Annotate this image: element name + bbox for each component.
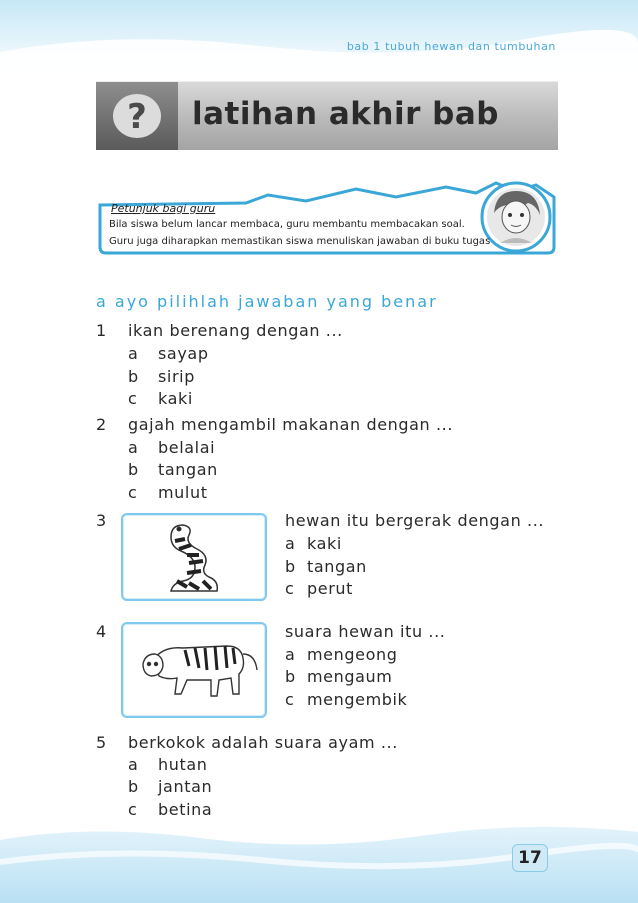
option-letter: a — [128, 344, 139, 363]
option-text: mengeong — [307, 645, 398, 664]
page-number: 17 — [512, 844, 548, 872]
svg-text:?: ? — [127, 97, 147, 137]
banner-title: latihan akhir bab — [192, 96, 499, 132]
teacher-note-title: Petunjuk bagi guru — [111, 202, 216, 215]
option-text: tangan — [307, 557, 367, 576]
option-letter: c — [285, 690, 295, 709]
answer-option[interactable] — [285, 534, 342, 553]
option-text: kaki — [307, 534, 342, 553]
question-number: 4 — [96, 622, 107, 641]
option-text: hutan — [158, 755, 208, 774]
option-text: mengaum — [307, 667, 393, 686]
answer-option[interactable] — [285, 557, 367, 576]
answer-option[interactable] — [128, 777, 212, 796]
answer-option[interactable] — [128, 367, 195, 386]
question-number: 3 — [96, 511, 107, 530]
answer-option[interactable] — [128, 344, 209, 363]
chapter-header: bab 1 tubuh hewan dan tumbuhan — [346, 40, 556, 53]
option-letter: a — [128, 755, 139, 774]
question-text: ikan berenang dengan ... — [128, 321, 343, 340]
answer-option[interactable] — [128, 389, 193, 408]
option-letter: b — [128, 367, 139, 386]
option-text: betina — [158, 800, 213, 819]
option-letter: b — [285, 557, 296, 576]
option-letter: a — [285, 534, 296, 553]
option-text: jantan — [158, 777, 213, 796]
answer-option[interactable] — [128, 483, 208, 502]
answer-option[interactable] — [285, 645, 397, 664]
option-text: belalai — [158, 438, 216, 457]
answer-option[interactable] — [285, 579, 353, 598]
option-text: sirip — [158, 367, 195, 386]
answer-option[interactable] — [285, 690, 407, 709]
option-text: mulut — [158, 483, 208, 502]
question-text: hewan itu bergerak dengan ... — [285, 511, 545, 530]
answer-option[interactable] — [128, 800, 212, 819]
option-text: kaki — [158, 389, 193, 408]
option-letter: c — [285, 579, 295, 598]
teacher-note-line: Guru juga diharapkan memastikan siswa menuliskan jawaban di buku tugas — [109, 236, 491, 247]
question-number: 2 — [96, 415, 107, 434]
snake-illustration — [121, 513, 267, 601]
question-mark-icon — [96, 82, 178, 150]
option-letter: b — [128, 460, 139, 479]
option-letter: b — [128, 777, 139, 796]
answer-option[interactable] — [128, 755, 208, 774]
answer-option[interactable] — [128, 438, 215, 457]
tiger-illustration — [121, 622, 267, 718]
option-letter: a — [285, 645, 296, 664]
option-text: tangan — [158, 460, 218, 479]
option-text: sayap — [158, 344, 209, 363]
question-text: gajah mengambil makanan dengan ... — [128, 415, 454, 434]
option-letter: a — [128, 438, 139, 457]
question-number: 5 — [96, 733, 107, 752]
answer-option[interactable] — [285, 667, 392, 686]
option-text: mengembik — [307, 690, 408, 709]
section-title: a ayo pilihlah jawaban yang benar — [96, 292, 438, 311]
answer-option[interactable] — [128, 460, 218, 479]
option-letter: c — [128, 800, 138, 819]
question-text: berkokok adalah suara ayam ... — [128, 733, 398, 752]
question-number: 1 — [96, 321, 107, 340]
option-letter: c — [128, 483, 138, 502]
teacher-avatar-icon — [487, 188, 545, 246]
question-text: suara hewan itu ... — [285, 622, 446, 641]
chapter-banner — [96, 81, 558, 150]
option-text: perut — [307, 579, 353, 598]
teacher-note-line: Bila siswa belum lancar membaca, guru membantu membacakan soal. — [109, 219, 465, 230]
option-letter: c — [128, 389, 138, 408]
option-letter: b — [285, 667, 296, 686]
